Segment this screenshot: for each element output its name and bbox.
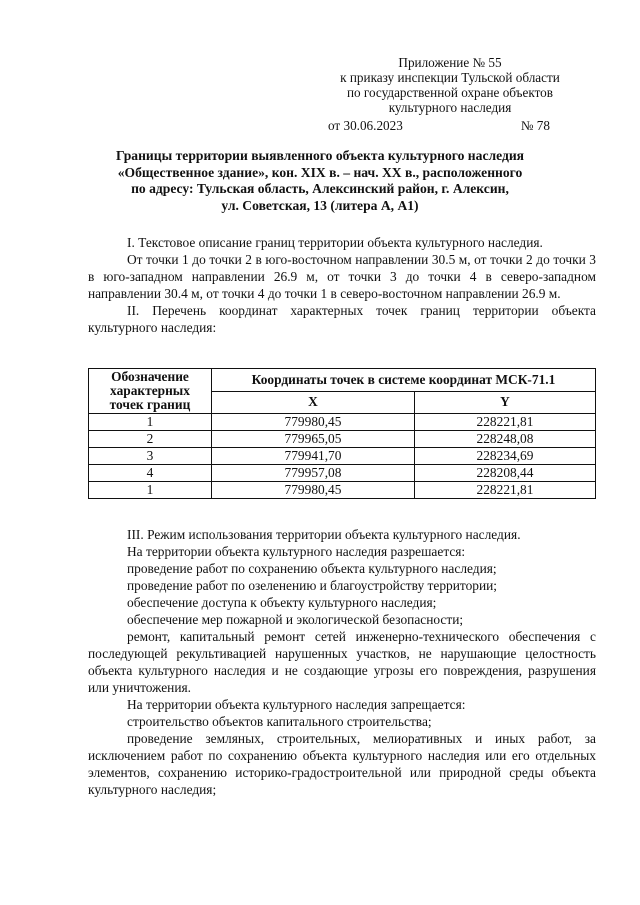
- document-title: [85, 148, 555, 214]
- table-row: [89, 431, 596, 448]
- section-3-heading: III. Режим использования территории объекта культурного наследия.: [127, 527, 521, 542]
- section-1-heading: I. Текстовое описание границ территории объекта культурного наследия.: [127, 235, 543, 250]
- table-head-x: X: [212, 391, 415, 414]
- table-head-y: Y: [415, 391, 596, 414]
- appendix-header: [300, 55, 600, 115]
- title-line-1: Границы территории выявленного объекта культурного наследия: [115, 148, 525, 163]
- order-number: № 78: [520, 118, 550, 133]
- cell-x: 779965,05: [212, 431, 415, 448]
- cell-y: 228221,81: [415, 482, 596, 499]
- cell-point: 2: [89, 431, 212, 448]
- table-row: [89, 465, 596, 482]
- cell-x: 779957,08: [212, 465, 415, 482]
- order-date: от 30.06.2023: [328, 118, 403, 133]
- appendix-order-ref: к приказу инспекции Тульской области: [340, 70, 560, 85]
- allowed-item: обеспечение доступа к объекту культурного наследия;: [127, 595, 437, 610]
- appendix-order-ref-2: по государственной охране объектов: [346, 85, 554, 100]
- section-1: [88, 234, 596, 336]
- cell-point: 3: [89, 448, 212, 465]
- table-row: [89, 448, 596, 465]
- allowed-item: проведение работ по сохранению объекта культурного наследия;: [127, 561, 497, 576]
- table-head-points: Обозначение характерных точек границ: [89, 369, 212, 414]
- forbidden-item: строительство объектов капитального строительства;: [127, 714, 432, 729]
- section-2-heading: II. Перечень координат характерных точек границ территории объекта культурного наследия:: [88, 303, 596, 335]
- title-line-4: ул. Советская, 13 (литера А, А1): [221, 197, 419, 213]
- allowed-item: обеспечение мер пожарной и экологической безопасности;: [127, 612, 464, 627]
- cell-x: 779980,45: [212, 482, 415, 499]
- table-row: [89, 414, 596, 431]
- appendix-order-ref-3: культурного наследия: [388, 100, 512, 115]
- title-line-3: по адресу: Тульская область, Алексинский район, г. Алексин,: [131, 181, 509, 196]
- table-row: [89, 482, 596, 499]
- cell-point: 1: [89, 482, 212, 499]
- order-date-line: [328, 118, 588, 133]
- cell-x: 779941,70: [212, 448, 415, 465]
- section-3: [88, 526, 596, 798]
- cell-x: 779980,45: [212, 414, 415, 431]
- cell-y: 228208,44: [415, 465, 596, 482]
- cell-y: 228234,69: [415, 448, 596, 465]
- appendix-number: Приложение № 55: [398, 55, 502, 70]
- allowed-item: ремонт, капитальный ремонт сетей инженерно-технического обеспечения с последующей рекультивацией нарушенных участков, не нарушающие целостность объекта культурного наследия и не создающие угрозы его повреждения, разрушения или уничтожения.: [88, 629, 596, 695]
- forbidden-intro: На территории объекта культурного наследия запрещается:: [127, 697, 466, 712]
- title-line-2: «Общественное здание», кон. XIX в. – нач. XX в., расположенного: [117, 164, 523, 180]
- table-head-coords: Координаты точек в системе координат МСК-71.1: [212, 369, 596, 392]
- cell-y: 228248,08: [415, 431, 596, 448]
- coordinates-table: [88, 368, 596, 499]
- section-1-text: От точки 1 до точки 2 в юго-восточном направлении 30.5 м, от точки 2 до точки 3 в юго-западном направлении 26.9 м, от точки 3 до точки 4 в северо-западном направлении 30.4 м, от точки 4 до точки 1 в северо-восточном направлении 26.9 м.: [88, 252, 596, 301]
- cell-y: 228221,81: [415, 414, 596, 431]
- allowed-item: проведение работ по озеленению и благоустройству территории;: [127, 578, 498, 593]
- forbidden-item: проведение земляных, строительных, мелиоративных и иных работ, за исключением работ по сохранению объекта культурного наследия или его отдельных элементов, сохранению историко-градостроительной или природной среды объекта культурного наследия;: [88, 731, 596, 797]
- allowed-intro: На территории объекта культурного наследия разрешается:: [127, 544, 466, 559]
- cell-point: 1: [89, 414, 212, 431]
- cell-point: 4: [89, 465, 212, 482]
